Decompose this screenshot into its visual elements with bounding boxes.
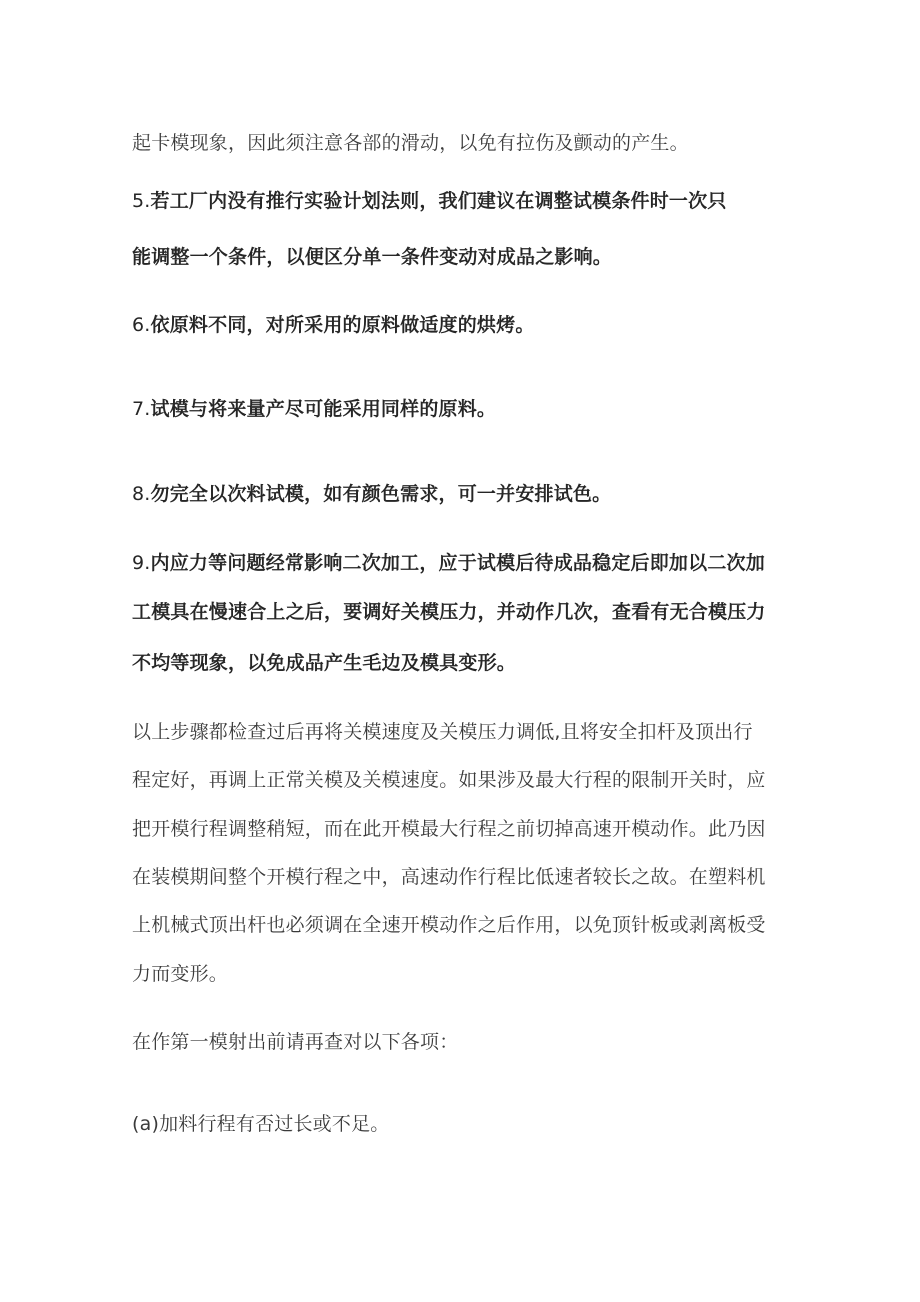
check-intro: 在作第一模射出前请再查对以下各项： xyxy=(132,1031,459,1053)
paragraph-line-3: 把开模行程调整稍短，而在此开模最大行程之前切掉高速开模动作。此乃因 xyxy=(132,818,766,840)
paragraph-line-6: 力而变形。 xyxy=(132,963,229,985)
item-6-text: 依原料不同，对所采用的原料做适度的烘烤。 xyxy=(150,314,535,336)
intro-line: 起卡模现象，因此须注意各部的滑动，以免有拉伤及颤动的产生。 xyxy=(132,132,689,154)
item-5-text-1: 若工厂内没有推行实验计划法则，我们建议在调整试模条件时一次只 xyxy=(150,190,727,212)
paragraph-line-5: 上机械式顶出杆也必须调在全速开模动作之后作用，以免顶针板或剥离板受 xyxy=(132,914,766,936)
paragraph-line-2: 程定好，再调上正常关模及关模速度。如果涉及最大行程的限制开关时，应 xyxy=(132,769,766,791)
item-5-line-1 xyxy=(132,189,812,213)
item-8 xyxy=(132,482,812,506)
paragraph-line-1: 以上步骤都检查过后再将关模速度及关模压力调低,且将安全扣杆及顶出行 xyxy=(132,721,753,743)
item-7 xyxy=(132,397,812,421)
item-8-text: 勿完全以次料试模，如有颜色需求，可一并安排试色。 xyxy=(150,483,612,505)
item-9-text-1: 内应力等问题经常影响二次加工，应于试模后待成品稳定后即加以二次加 xyxy=(150,552,765,574)
item-5-number: 5. xyxy=(132,190,151,212)
item-7-number: 7. xyxy=(132,398,151,420)
paragraph-line-4: 在装模期间整个开模行程之中，高速动作行程比低速者较长之故。在塑料机 xyxy=(132,866,766,888)
item-9-line-2: 工模具在慢速合上之后，要调好关模压力，并动作几次，查看有无合模压力 xyxy=(132,601,766,623)
check-item-a: (a)加料行程有否过长或不足。 xyxy=(132,1113,390,1135)
item-8-number: 8. xyxy=(132,483,151,505)
item-9-line-1 xyxy=(132,551,812,575)
item-6-number: 6. xyxy=(132,314,151,336)
item-7-text: 试模与将来量产尽可能采用同样的原料。 xyxy=(150,398,497,420)
item-5-line-2: 能调整一个条件，以便区分单一条件变动对成品之影响。 xyxy=(132,246,613,268)
item-9-number: 9. xyxy=(132,552,151,574)
item-9-line-3: 不均等现象，以免成品产生毛边及模具变形。 xyxy=(132,652,517,674)
item-6 xyxy=(132,313,812,337)
